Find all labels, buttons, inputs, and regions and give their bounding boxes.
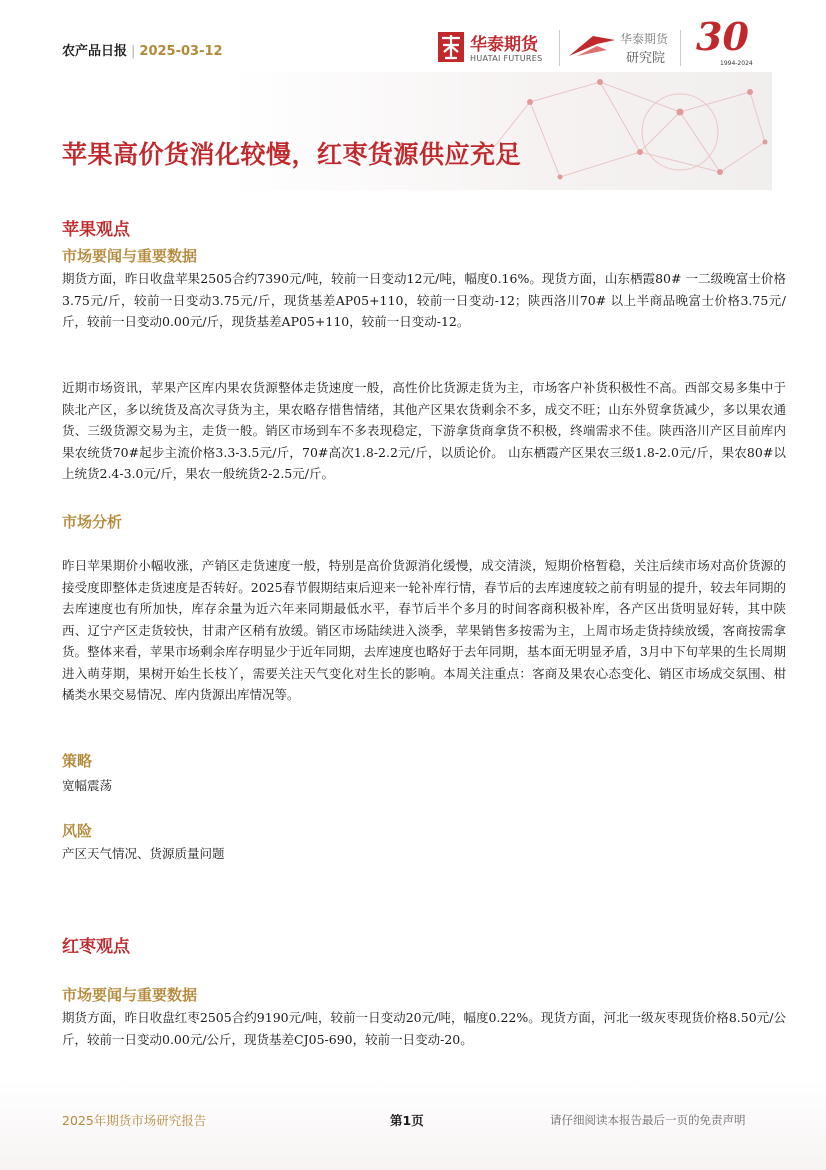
apple-risk-heading: 风险 [62, 822, 93, 840]
header-divider [559, 30, 560, 66]
jujube-market-news-paragraph-1: 期货方面，昨日收盘红枣2505合约9190元/吨，较前一日变动20元/吨，幅度0.22%。现货方面，河北一级灰枣现货价格8.50元/公斤，较前一日变动0.00元/公斤，现货基差CJ05-690，较前一日变动-20。 [62, 1010, 786, 1047]
page-title: 苹果高价货消化较慢，红枣货源供应充足 [62, 140, 522, 169]
jujube-market-news-heading: 市场要闻与重要数据 [62, 986, 198, 1004]
apple-analysis-heading: 市场分析 [62, 513, 123, 531]
apple-section-heading: 苹果观点 [62, 220, 130, 240]
header-separator: | [131, 44, 136, 59]
apple-market-news-paragraph-2: 近期市场资讯，苹果产区库内果农货源整体走货速度一般，高性价比货源走货为主，市场客户补货积极性不高。西部交易多集中于陕北产区，多以统货及高次寻货为主，果农略存惜售情绪，其他产区果农货剩余不多，成交不旺；山东外贸拿货减少，多以果农通货、三级货源交易为主，走货一般。销区市场到车不多表现稳定，下游拿货商拿货不积极，终端需求不佳。陕西洛川产区目前库内果农统货70#起步主流价格3.3-3.5元/斤，70#高次1.8-2.2元/斤，以质论价。 山东栖霞产区果农三级1.8-2.0元/斤，果农80#以上统货2.4-3.0元/斤，果农一般统货2-2.5元/斤。 [62, 380, 786, 481]
institute-name-line2: 研究院 [626, 51, 666, 66]
apple-market-news-heading: 市场要闻与重要数据 [62, 247, 198, 265]
apple-risk-text: 产区天气情况、货源质量问题 [62, 846, 225, 861]
footer-report-name: 2025年期货市场研究报告 [62, 1113, 207, 1128]
title-banner [0, 72, 772, 190]
huatai-logo-icon [438, 32, 464, 62]
report-header [62, 40, 223, 59]
brand-name-en: HUATAI FUTURES [470, 54, 543, 63]
institute-logo-icon [567, 30, 617, 62]
header-divider [680, 30, 681, 66]
jujube-section-heading: 红枣观点 [62, 937, 130, 957]
institute-name-line1: 华泰期货 [620, 32, 669, 46]
anniversary-years: 1994-2024 [720, 60, 753, 67]
apple-strategy-heading: 策略 [62, 752, 93, 770]
apple-strategy-text: 宽幅震荡 [62, 778, 113, 793]
footer-disclaimer-note: 请仔细阅读本报告最后一页的免责声明 [550, 1113, 746, 1127]
report-date: 2025-03-12 [139, 44, 223, 59]
brand-name-cn: 华泰期货 [470, 35, 538, 55]
report-type: 农产品日报 [62, 44, 128, 59]
network-graphic-icon [470, 72, 772, 190]
anniversary-logo: 30 [696, 14, 749, 59]
apple-market-news-paragraph-1: 期货方面，昨日收盘苹果2505合约7390元/吨，较前一日变动12元/吨，幅度0.16%。现货方面，山东栖霞80# 一二级晚富士价格3.75元/斤，较前一日变动3.75元/斤，现货基差AP05+110，较前一日变动-12；陕西洛川70# 以上半商品晚富士价格3.75元/斤，较前一日变动0.00元/斤，现货基差AP05+110，较前一日变动-12。 [62, 271, 786, 329]
apple-analysis-paragraph: 昨日苹果期价小幅收涨，产销区走货速度一般，特别是高价货源消化缓慢，成交清淡，短期价格暂稳，关注后续市场对高价货源的接受度即整体走货速度是否转好。2025春节假期结束后迎来一轮补库行情，春节后的去库速度较之前有明显的提升，较去年同期的去库速度也有所加快，库存余量为近六年来同期最低水平，春节后半个多月的时间客商积极补库，各产区出货明显好转，其中陕西、辽宁产区走货较快，甘肃产区稍有放缓。销区市场陆续进入淡季，苹果销售多按需为主，上周市场走货持续放缓，客商按需拿货。整体来看，苹果市场剩余库存明显少于近年同期，去库速度也略好于去年同期，基本面无明显矛盾，3月中下旬苹果的生长周期进入萌芽期，果树开始生长枝丫，需要关注天气变化对生长的影响。本周关注重点：客商及果农心态变化、销区市场成交氛围、柑橘类水果交易情况、库内货源出库情况等。 [62, 558, 786, 702]
footer-page-number: 第1页 [390, 1113, 424, 1128]
